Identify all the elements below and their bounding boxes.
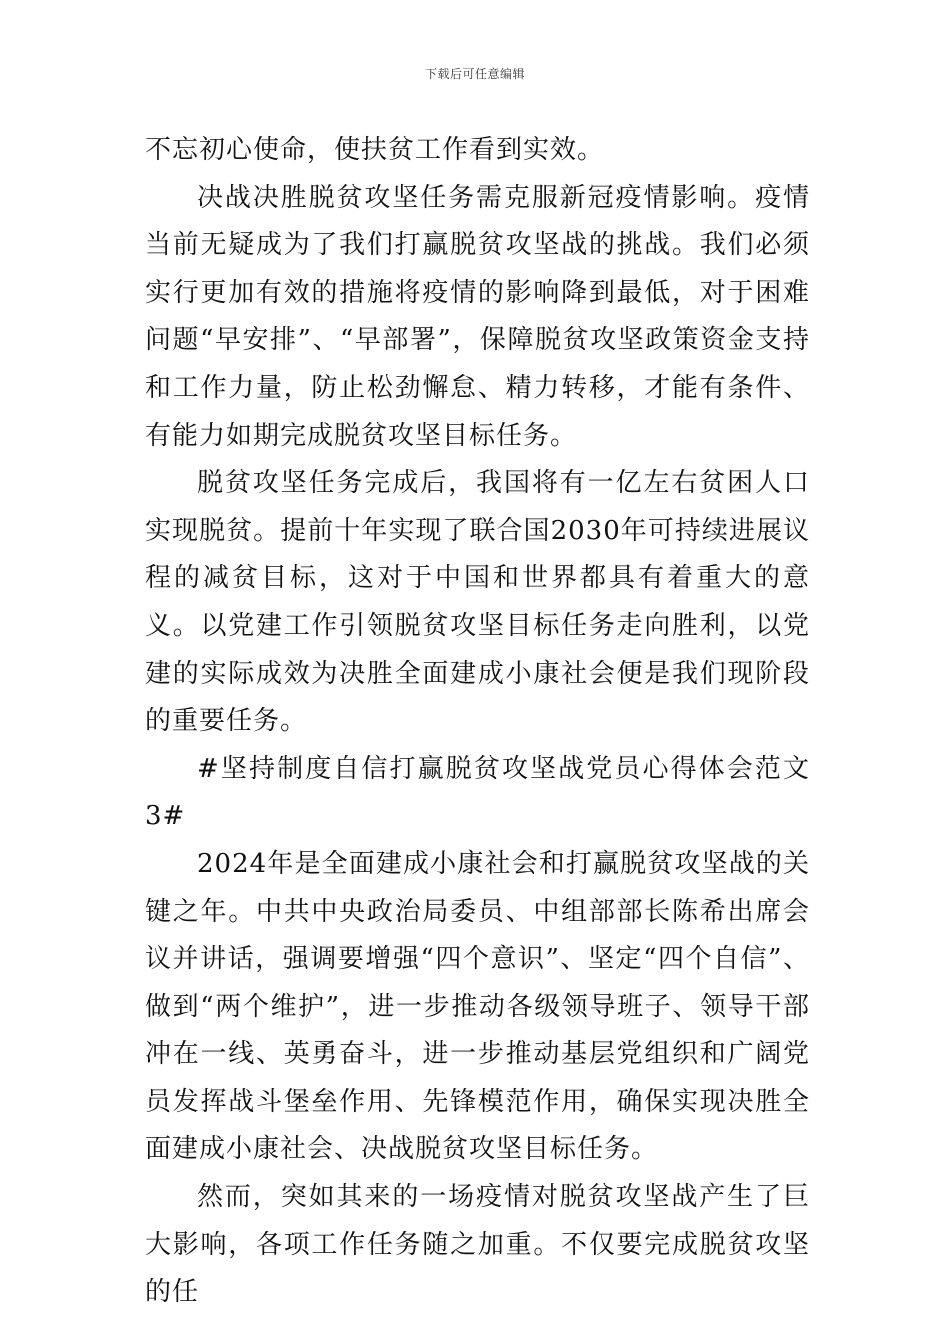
paragraph-2: 决战决胜脱贫攻坚任务需克服新冠疫情影响。疫情当前无疑成为了我们打赢脱贫攻坚战的挑战。我们必须实行更加有效的措施将疫情的影响降到最低，对于困难问题“早安排”、“早部署”，保障脱贫攻坚政策资金支持和工作力量，防止松劲懈怠、精力转移，才能有条件、有能力如期完成脱贫攻坚目标任务。 <box>145 182 810 451</box>
page-header: 下载后可任意编辑 <box>424 67 525 81</box>
document-body <box>145 127 810 1317</box>
paragraph-4: 2024年是全面建成小康社会和打赢脱贫攻坚战的关键之年。中共中央政治局委员、中组部部长陈希出席会议并讲话，强调要增强“四个意识”、坚定“四个自信”、做到“两个维护”，进一步推动各级领导班子、领导干部冲在一线、英勇奋斗，进一步推动基层党组织和广阔党员发挥战斗堡垒作用、先锋模范作用，确保实现决胜全面建成小康社会、决战脱贫攻坚目标任务。 <box>145 848 810 1165</box>
paragraph-5: 然而，突如其来的一场疫情对脱贫攻坚战产生了巨大影响，各项工作任务随之加重。不仅要完成脱贫攻坚的任 <box>145 1182 810 1308</box>
paragraph-3: 脱贫攻坚任务完成后，我国将有一亿左右贫困人口实现脱贫。提前十年实现了联合国2030年可持续进展议程的减贫目标，这对于中国和世界都具有着重大的意义。以党建工作引领脱贫攻坚目标任务走向胜利，以党建的实际成效为决胜全面建成小康社会便是我们现阶段的重要任务。 <box>145 468 810 737</box>
section-heading: #坚持制度自信打赢脱贫攻坚战党员心得体会范文3# <box>145 753 810 832</box>
paragraph-1: 不忘初心使命，使扶贫工作看到实效。 <box>145 135 605 165</box>
